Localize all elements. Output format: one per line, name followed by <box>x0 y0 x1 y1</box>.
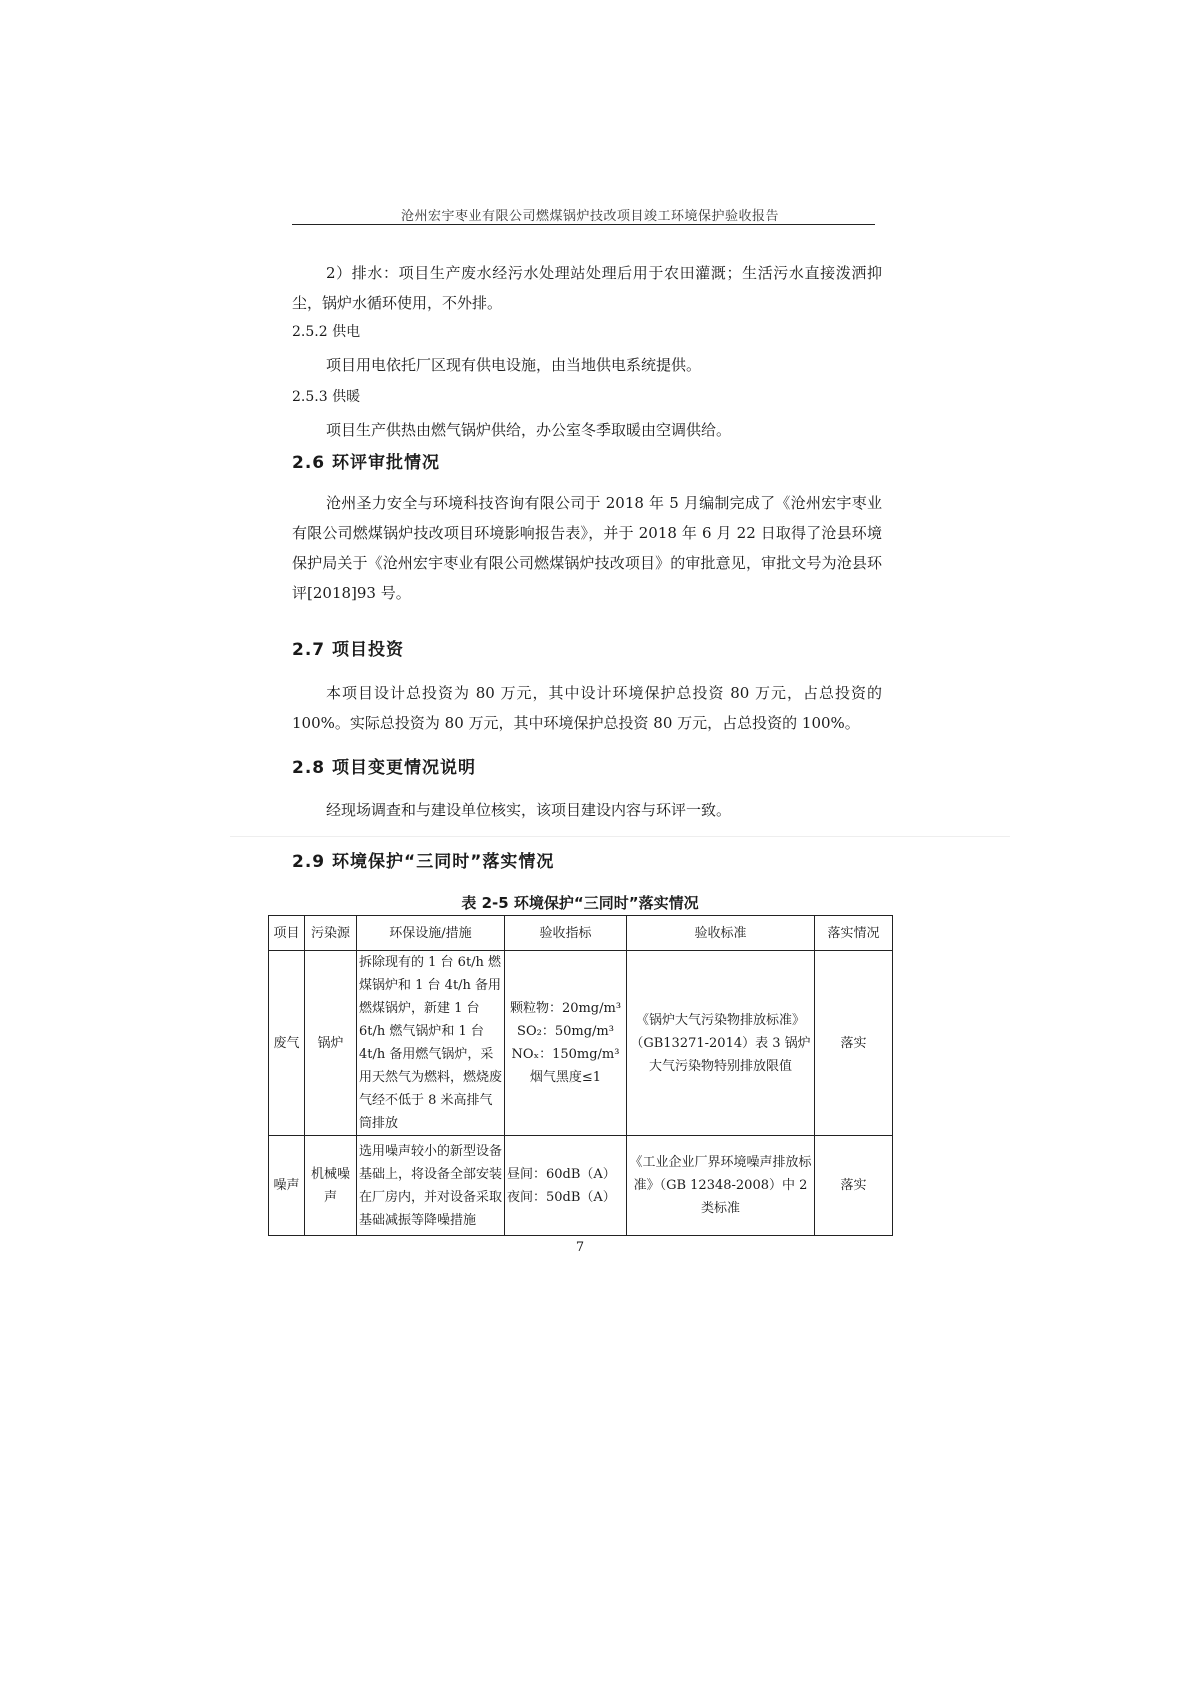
scan-artifact-line <box>230 836 1010 837</box>
indicator-line: 夜间：50dB（A） <box>507 1189 616 1205</box>
section-2-7-heading: 2.7 项目投资 <box>292 640 405 660</box>
cell-source: 锅炉 <box>305 951 357 1136</box>
table-header-row <box>269 916 893 951</box>
power-supply-paragraph: 项目用电依托厂区现有供电设施，由当地供电系统提供。 <box>326 356 702 374</box>
running-header: 沧州宏宇枣业有限公司燃煤锅炉技改项目竣工环境保护验收报告 <box>400 209 779 224</box>
header-divider <box>292 224 875 225</box>
section-2-6-heading: 2.6 环评审批情况 <box>292 453 441 473</box>
cell-standard: 《工业企业厂界环境噪声排放标准》（GB 12348-2008）中 2 类标准 <box>627 1136 815 1236</box>
cell-indicator <box>505 1136 627 1236</box>
cell-item: 废气 <box>269 951 305 1136</box>
table-row <box>269 951 893 1136</box>
cell-indicator <box>505 951 627 1136</box>
section-2-8-heading: 2.8 项目变更情况说明 <box>292 758 477 778</box>
heating-paragraph: 项目生产供热由燃气锅炉供给，办公室冬季取暖由空调供给。 <box>326 421 732 439</box>
indicator-line: NOₓ：150mg/m³ <box>511 1047 620 1062</box>
investment-paragraph: 本项目设计总投资为 80 万元，其中设计环境保护总投资 80 万元，占总投资的 100%。实际总投资为 80 万元，其中环境保护总投资 80 万元，占总投资的 100%。 <box>292 684 882 732</box>
header-standard: 验收标准 <box>627 916 815 951</box>
cell-source: 机械噪声 <box>305 1136 357 1236</box>
page-number: 7 <box>575 1240 585 1255</box>
indicator-line: 昼间：60dB（A） <box>507 1166 616 1182</box>
cell-measure: 拆除现有的 1 台 6t/h 燃煤锅炉和 1 台 4t/h 备用燃煤锅炉，新建 1 台 6t/h 燃气锅炉和 1 台 4t/h 备用燃气锅炉，采用天然气为燃料，燃烧废气经不低于 8 米高排气筒排放 <box>357 951 505 1136</box>
table-row <box>269 1136 893 1236</box>
cell-standard: 《锅炉大气污染物排放标准》（GB13271-2014）表 3 锅炉大气污染物特别排放限值 <box>627 951 815 1136</box>
indicator-line: 颗粒物：20mg/m³ <box>509 1001 622 1016</box>
section-2-5-2-heading: 2.5.2 供电 <box>292 324 361 340</box>
eia-approval-paragraph: 沧州圣力安全与环境科技咨询有限公司于 2018 年 5 月编制完成了《沧州宏宇枣业有限公司燃煤锅炉技改项目环境影响报告表》，并于 2018 年 6 月 22 日取得了沧县环境保护局关于《沧州宏宇枣业有限公司燃煤锅炉技改项目》的审批意见，审批文号为沧县环评[2018]93 号。 <box>292 494 882 602</box>
three-simultaneous-table <box>268 915 893 1236</box>
cell-status: 落实 <box>815 951 893 1136</box>
header-indicator: 验收指标 <box>505 916 627 951</box>
indicator-line: SO₂：50mg/m³ <box>517 1024 614 1039</box>
cell-measure: 选用噪声较小的新型设备基础上，将设备全部安装在厂房内，并对设备采取基础减振等降噪措施 <box>357 1136 505 1236</box>
table-caption: 表 2-5 环境保护“三同时”落实情况 <box>461 894 699 912</box>
header-source: 污染源 <box>305 916 357 951</box>
header-status: 落实情况 <box>815 916 893 951</box>
indicator-line: 烟气黑度≤1 <box>529 1070 602 1085</box>
header-measure: 环保设施/措施 <box>357 916 505 951</box>
section-2-9-heading: 2.9 环境保护“三同时”落实情况 <box>292 852 555 872</box>
cell-status: 落实 <box>815 1136 893 1236</box>
drainage-paragraph: 2）排水：项目生产废水经污水处理站处理后用于农田灌溉；生活污水直接泼洒抑尘，锅炉水循环使用，不外排。 <box>292 264 882 312</box>
change-paragraph: 经现场调查和与建设单位核实，该项目建设内容与环评一致。 <box>326 801 732 819</box>
section-2-5-3-heading: 2.5.3 供暖 <box>292 389 361 405</box>
header-item: 项目 <box>269 916 305 951</box>
cell-item: 噪声 <box>269 1136 305 1236</box>
